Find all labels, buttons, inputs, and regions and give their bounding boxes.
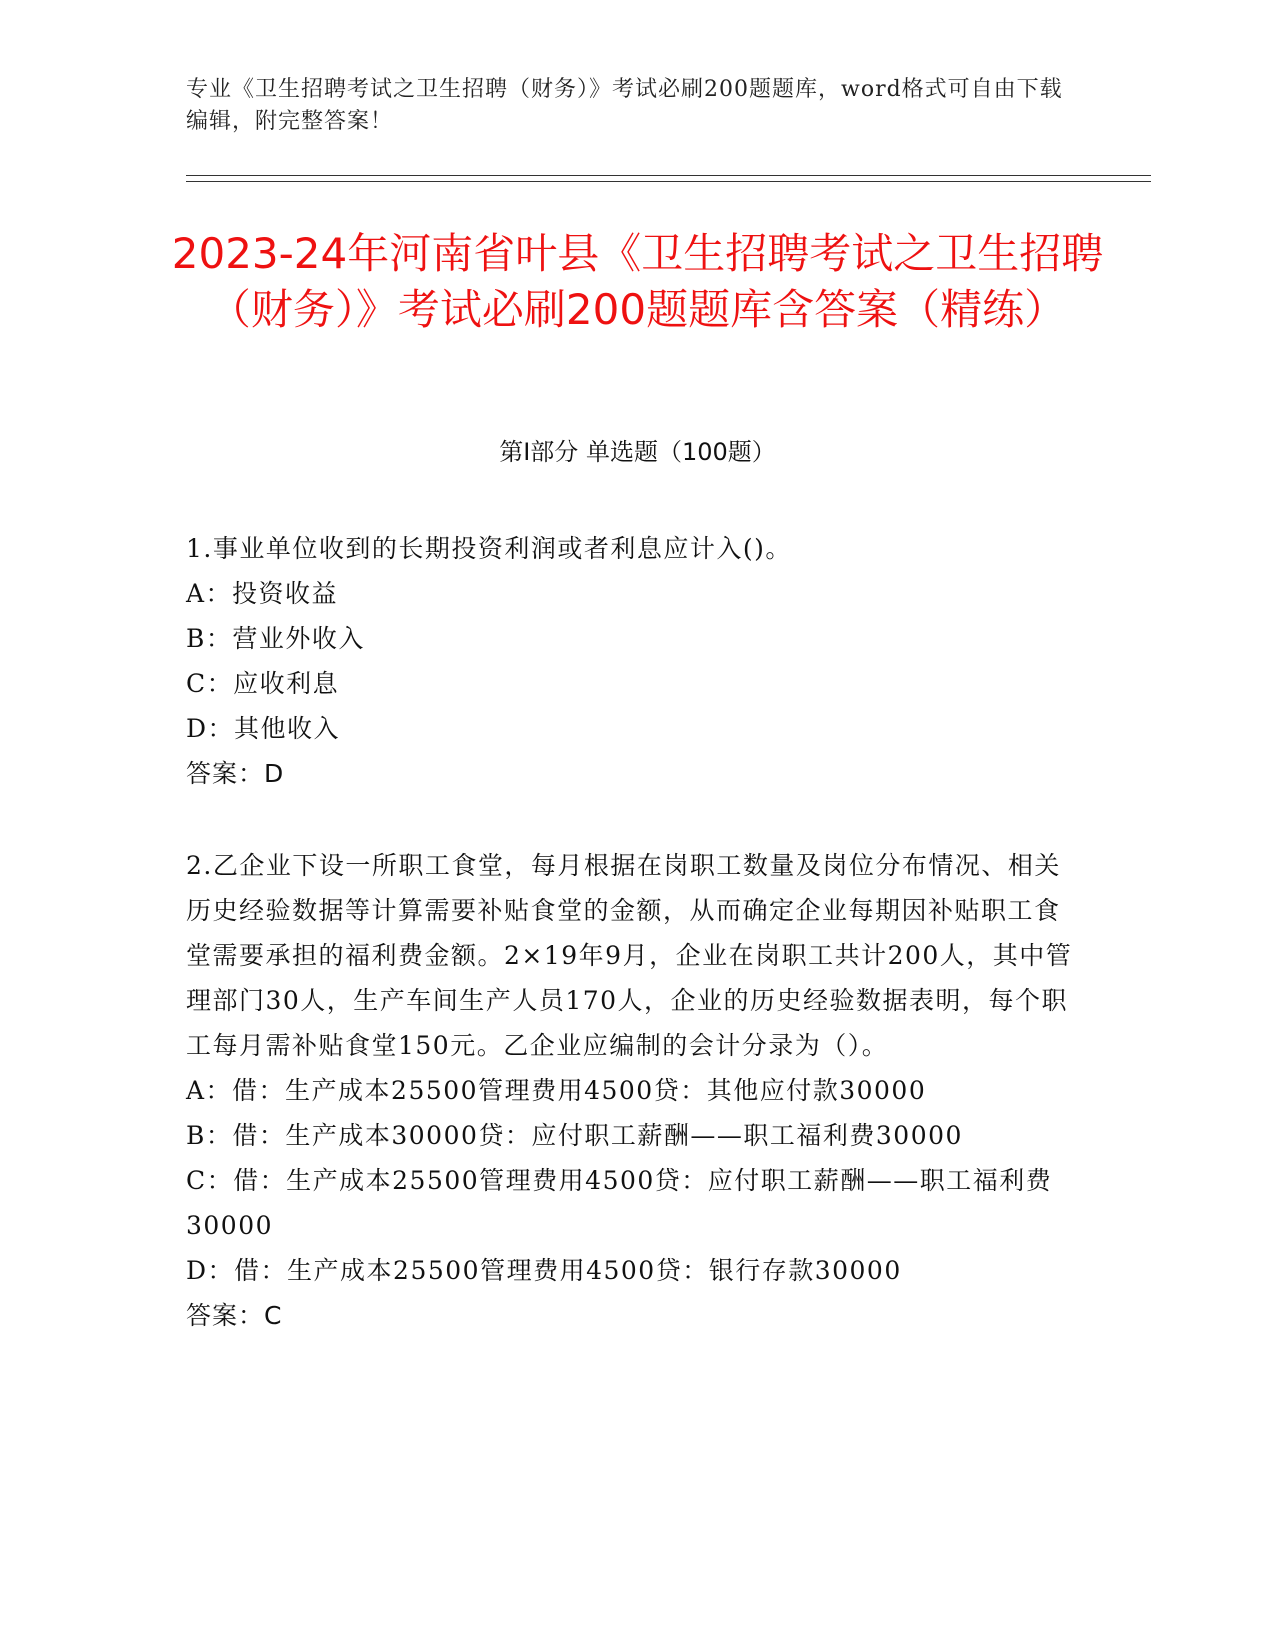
- header-rule-top: [186, 175, 1151, 176]
- option-b: B：营业外收入: [186, 624, 365, 653]
- option-c: C：借：生产成本25500管理费用4500贷：应付职工薪酬——职工福利费30000: [186, 1166, 1053, 1240]
- option-b: B：借：生产成本30000贷：应付职工薪酬——职工福利费30000: [186, 1121, 963, 1150]
- question-1: [186, 526, 1076, 796]
- header-rule-bottom: [186, 181, 1151, 182]
- option-c: C：应收利息: [186, 669, 340, 698]
- answer: 答案：D: [186, 759, 285, 788]
- section-heading: 第I部分 单选题（100题）: [499, 438, 776, 466]
- option-d: D：借：生产成本25500管理费用4500贷：银行存款30000: [186, 1256, 902, 1285]
- question-stem: 1.事业单位收到的长期投资利润或者利息应计入()。: [186, 534, 792, 563]
- question-stem: 2.乙企业下设一所职工食堂，每月根据在岗职工数量及岗位分布情况、相关历史经验数据等计算需要补贴食堂的金额，从而确定企业每期因补贴职工食堂需要承担的福利费金额。2×19年9月，企业在岗职工共计200人，其中管理部门30人，生产车间生产人员170人，企业的历史经验数据表明，每个职工每月需补贴食堂150元。乙企业应编制的会计分录为（）。: [186, 851, 1073, 1060]
- option-d: D：其他收入: [186, 714, 341, 743]
- answer: 答案：C: [186, 1301, 283, 1330]
- document-title: 2023-24年河南省叶县《卫生招聘考试之卫生招聘（财务）》考试必刷200题题库含答案（精练）: [171, 229, 1104, 334]
- option-a: A：借：生产成本25500管理费用4500贷：其他应付款30000: [186, 1076, 927, 1105]
- header-note: 专业《卫生招聘考试之卫生招聘（财务）》考试必刷200题题库，word格式可自由下载编辑，附完整答案！: [186, 77, 1063, 134]
- option-a: A：投资收益: [186, 579, 339, 608]
- question-2: [186, 843, 1076, 1338]
